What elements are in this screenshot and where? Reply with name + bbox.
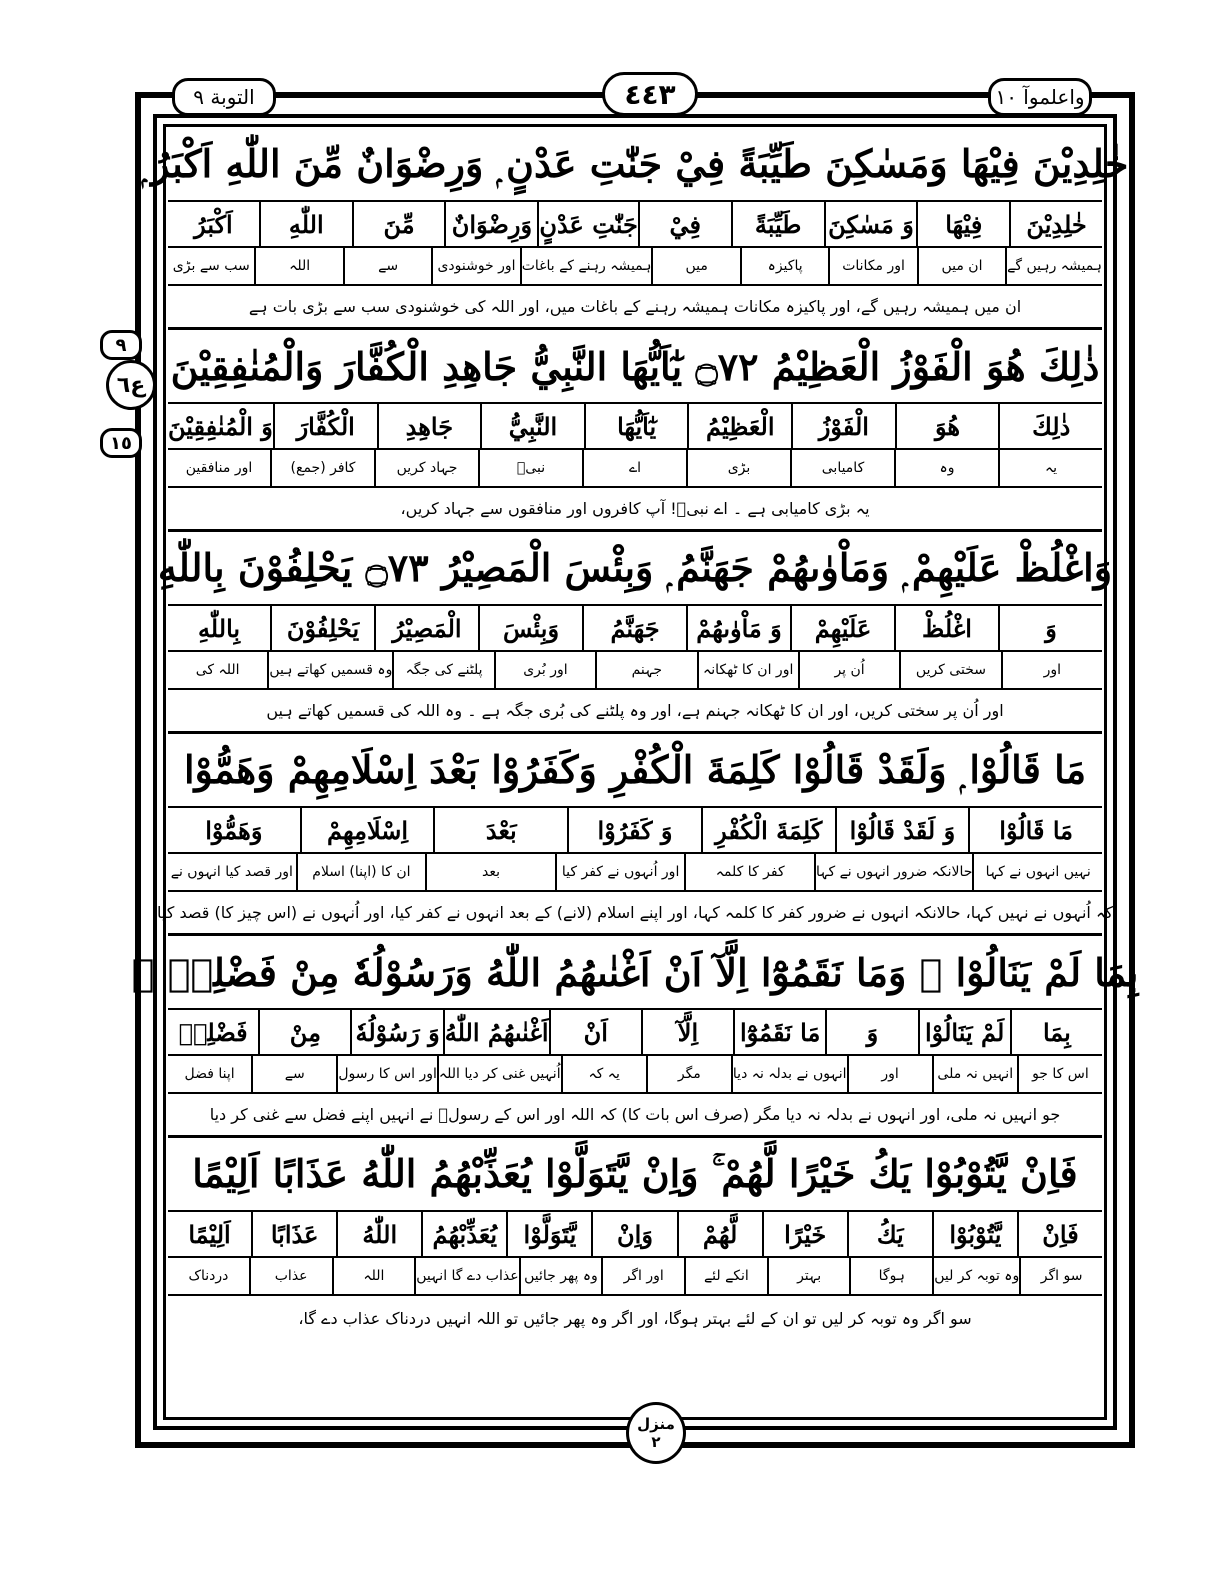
arabic-word-cell: يَّتَوَلَّوْا <box>506 1212 591 1256</box>
verse-block <box>141 128 1129 330</box>
arabic-word-cell: فِيْهَا <box>916 202 1009 246</box>
arabic-verse-line: مَا قَالُوْا ۭ وَلَقَدْ قَالُوْا كَلِمَةَ الْكُفْرِ وَكَفَرُوْا بَعْدَ اِسْلَامِهِمْ وَهَمُّوْا <box>168 734 1102 808</box>
arabic-verse-line: فَاِنْ يَّتُوْبُوْا يَكُ خَيْرًا لَّهُمْ ۚ وَاِنْ يَّتَوَلَّوْا يُعَذِّبْهُمُ اللّٰهُ عَذَابًا اَلِيْمًا <box>168 1138 1102 1212</box>
side-marker-bottom: ١٥ <box>100 428 142 458</box>
urdu-word-cell: بہتر <box>767 1258 850 1294</box>
verse-block <box>168 1138 1102 1340</box>
urdu-word-cell: پاکیزہ <box>740 248 828 284</box>
urdu-word-cell: پلٹنے کی جگہ <box>392 652 493 688</box>
arabic-word-cell: خٰلِدِيْنَ <box>1009 202 1102 246</box>
urdu-word-cell: دردناک <box>188 1268 229 1284</box>
urdu-word-cell: ان میں <box>917 248 1005 284</box>
arabic-word-cell: وَ الْمُنٰفِقِيْنَ <box>168 411 273 441</box>
arabic-word-cell: اِلَّآ <box>641 1010 733 1054</box>
arabic-word-cell: مَا نَقَمُوْٓا <box>733 1010 825 1054</box>
urdu-word-cell: بعد <box>425 854 555 890</box>
word-row <box>168 1010 1102 1056</box>
urdu-word-cell: سختی کریں <box>899 652 1000 688</box>
arabic-word-cell: وَبِئْسَ <box>478 606 582 650</box>
urdu-word-cell: وہ توبہ کر لیں <box>932 1258 1019 1294</box>
arabic-word-cell: يَّتُوْبُوْا <box>932 1212 1017 1256</box>
arabic-word-cell: وَ <box>825 1010 917 1054</box>
side-marker-top: ٩ <box>100 330 142 360</box>
arabic-word-cell: مِنْ <box>258 1010 350 1054</box>
word-row <box>168 1212 1102 1258</box>
word-row <box>168 808 1102 854</box>
arabic-word-cell: بِمَا <box>1010 1010 1102 1054</box>
arabic-verse-line: بِمَا لَمْ يَنَالُوْا ۚ وَمَا نَقَمُوْٓا اِلَّآ اَنْ اَغْنٰىهُمُ اللّٰهُ وَرَسُوْلُهٗ مِنْ فَضْلِهٖ ۚ <box>168 936 1102 1010</box>
urdu-word-cell: اور ان کا ٹھکانہ <box>697 652 798 688</box>
arabic-word-cell: كَلِمَةَ الْكُفْرِ <box>701 808 835 852</box>
urdu-word-cell: ہمیشہ رہنے کے باغات <box>520 248 652 284</box>
urdu-word-cell: اُنہیں غنی کر دیا اللہ <box>437 1056 561 1092</box>
word-translation-row <box>168 854 1102 892</box>
manzil-badge <box>626 1402 686 1464</box>
urdu-word-cell: اس کا جو <box>1017 1056 1102 1092</box>
urdu-word-cell: انہیں نہ ملی <box>932 1056 1017 1092</box>
urdu-word-cell: اور <box>1001 652 1102 688</box>
urdu-word-cell: انہوں نے بدلہ نہ دیا <box>731 1056 847 1092</box>
urdu-word-cell: اور اگر <box>601 1258 684 1294</box>
arabic-word-cell: ذٰلِكَ <box>998 404 1102 448</box>
urdu-word-cell: سو اگر <box>1019 1258 1102 1294</box>
page-number: ٤٤٣ <box>602 72 698 116</box>
arabic-word-cell: جَاهِدِ <box>377 404 481 448</box>
urdu-word-cell: اور منافقین <box>185 460 253 476</box>
arabic-word-cell: فَضْلِهٖ <box>178 1017 248 1047</box>
verse-block <box>157 532 1113 734</box>
verse-block <box>157 734 1113 936</box>
arabic-word-cell: هُوَ <box>895 404 999 448</box>
manzil-label: منزل <box>637 1415 675 1433</box>
urdu-word-cell: اور <box>847 1056 932 1092</box>
urdu-word-cell: اور بُری <box>494 652 595 688</box>
arabic-word-cell: لَّهُمْ <box>677 1212 762 1256</box>
word-row <box>168 202 1102 248</box>
arabic-word-cell: وَ كَفَرُوْا <box>567 808 701 852</box>
ruku-marker: ع٦ <box>106 360 156 410</box>
word-row <box>168 404 1102 450</box>
urdu-word-cell: ان کا (اپنا) اسلام <box>296 854 426 890</box>
urdu-word-cell: کافر (جمع) <box>270 450 374 486</box>
urdu-word-cell: اور مکانات <box>828 248 916 284</box>
arabic-word-cell: فَاِنْ <box>1017 1212 1102 1256</box>
arabic-word-cell: بِاللّٰهِ <box>197 613 241 643</box>
urdu-word-cell: اور اُنہوں نے کفر کیا <box>555 854 685 890</box>
urdu-word-cell: یہ کہ <box>561 1056 646 1092</box>
arabic-word-cell: الْمَصِيْرُ <box>374 606 478 650</box>
arabic-word-cell: الْعَظِيْمُ <box>687 404 791 448</box>
arabic-word-cell: اَغْنٰىهُمُ اللّٰهُ <box>443 1010 549 1054</box>
arabic-word-cell: اِسْلَامِهِمْ <box>300 808 434 852</box>
arabic-word-cell: اَكْبَرُ <box>194 209 233 239</box>
arabic-word-cell: جَهَنَّمُ <box>582 606 686 650</box>
urdu-word-cell: اور قصد کیا انہوں نے <box>170 864 293 880</box>
arabic-word-cell: جَنّٰتِ عَدْنٍ <box>537 202 638 246</box>
arabic-word-cell: يُعَذِّبْهُمُ <box>421 1212 506 1256</box>
urdu-word-cell: مگر <box>646 1056 731 1092</box>
arabic-word-cell: وَهَمُّوْا <box>205 815 263 845</box>
arabic-word-cell: الْكُفَّارَ <box>273 404 377 448</box>
urdu-word-cell: بڑی <box>686 450 790 486</box>
urdu-word-cell: نبیؐ <box>478 450 582 486</box>
arabic-word-cell: النَّبِيُّ <box>480 404 584 448</box>
urdu-word-cell: میں <box>651 248 739 284</box>
arabic-word-cell: اللّٰهُ <box>336 1212 421 1256</box>
word-translation-row <box>168 1056 1102 1094</box>
surah-name-label: التوبة ٩ <box>172 78 276 116</box>
manzil-number: ٢ <box>651 1433 661 1451</box>
urdu-word-cell: سے <box>343 248 431 284</box>
arabic-word-cell: وَاِنْ <box>591 1212 676 1256</box>
urdu-word-cell: ہمیشہ رہیں گے <box>1005 248 1102 284</box>
arabic-word-cell: طَيِّبَةً <box>731 202 824 246</box>
urdu-word-cell: اللہ <box>332 1258 415 1294</box>
arabic-word-cell: يٰٓاَيُّهَا <box>584 404 688 448</box>
word-translation-row <box>168 1258 1102 1296</box>
arabic-verse-line: وَاغْلُظْ عَلَيْهِمْ ۭ وَمَاْوٰىهُمْ جَهَنَّمُ ۭ وَبِئْسَ الْمَصِيْرُ ۝٧٣ يَحْلِفُوْنَ بِاللّٰهِ <box>168 532 1102 606</box>
arabic-word-cell: مَا قَالُوْا <box>968 808 1102 852</box>
urdu-word-cell: اللہ <box>254 248 342 284</box>
urdu-word-cell: وہ <box>894 450 998 486</box>
arabic-word-cell: اغْلُظْ <box>894 606 998 650</box>
urdu-word-cell: جہنم <box>595 652 696 688</box>
arabic-word-cell: لَمْ يَنَالُوْا <box>918 1010 1010 1054</box>
urdu-word-cell: وہ قسمیں کھاتے ہیں <box>267 652 392 688</box>
urdu-word-cell: اپنا فضل <box>184 1066 235 1082</box>
arabic-word-cell: اللّٰهِ <box>259 202 352 246</box>
urdu-word-cell: سب سے بڑی <box>172 258 250 274</box>
urdu-word-cell: اللہ کی <box>195 662 240 678</box>
arabic-word-cell: خَيْرًا <box>762 1212 847 1256</box>
arabic-word-cell: يَحْلِفُوْنَ <box>270 606 374 650</box>
word-translation-row <box>168 248 1102 286</box>
arabic-word-cell: يَكُ <box>847 1212 932 1256</box>
arabic-verse-line: ذٰلِكَ هُوَ الْفَوْزُ الْعَظِيْمُ ۝٧٢ يٰٓاَيُّهَا النَّبِيُّ جَاهِدِ الْكُفَّارَ وَالْمُنٰفِقِيْنَ <box>168 330 1102 404</box>
verse-block <box>168 330 1102 532</box>
urdu-word-cell: حالانکہ ضرور انہوں نے کہا <box>814 854 972 890</box>
urdu-word-cell: یہ <box>998 450 1102 486</box>
full-translation-line: یہ بڑی کامیابی ہے ۔ اے نبیؐ! آپ کافروں اور منافقوں سے جہاد کریں، <box>168 488 1102 532</box>
arabic-verse-line: خٰلِدِيْنَ فِيْهَا وَمَسٰكِنَ طَيِّبَةً فِيْ جَنّٰتِ عَدْنٍ ۭ وَرِضْوَانٌ مِّنَ اللّٰهِ اَكْبَرُ ۭ <box>168 128 1102 202</box>
word-translation-row <box>168 450 1102 488</box>
urdu-word-cell: جہاد کریں <box>374 450 478 486</box>
arabic-word-cell: اَلِيْمًا <box>188 1219 231 1249</box>
full-translation-line: ان میں ہمیشہ رہیں گے، اور پاکیزہ مکانات ہمیشہ رہنے کے باغات میں، اور اللہ کی خوشنودی سب سے بڑی بات ہے <box>168 286 1102 330</box>
arabic-word-cell: عَذَابًا <box>251 1212 336 1256</box>
arabic-word-cell: وَ مَسٰكِنَ <box>824 202 917 246</box>
word-translation-row <box>168 652 1102 690</box>
urdu-word-cell: اُن پر <box>798 652 899 688</box>
urdu-word-cell: عذاب دے گا انہیں <box>414 1258 518 1294</box>
urdu-word-cell: کامیابی <box>790 450 894 486</box>
arabic-word-cell: مِّنَ <box>352 202 445 246</box>
urdu-word-cell: انکے لئے <box>684 1258 767 1294</box>
juz-name-label: واعلموآ ١٠ <box>988 78 1092 116</box>
arabic-word-cell: وَ مَاْوٰىهُمْ <box>686 606 790 650</box>
full-translation-line: سو اگر وہ توبہ کر لیں تو ان کے لئے بہتر ہوگا، اور اگر وہ پھر جائیں تو اللہ انہیں دردناک عذاب دے گا، <box>298 1308 972 1328</box>
urdu-word-cell: وہ پھر جائیں <box>519 1258 602 1294</box>
arabic-word-cell: اَنْ <box>549 1010 641 1054</box>
full-translation-line: جو انہیں نہ ملی، اور انہوں نے بدلہ نہ دیا مگر (صرف اس بات کا) کہ اللہ اور اس کے رسولؐ نے انہیں اپنے فضل سے غنی کر دیا <box>168 1094 1102 1138</box>
urdu-word-cell: سے <box>251 1056 336 1092</box>
word-row <box>168 606 1102 652</box>
arabic-word-cell: الْفَوْزُ <box>791 404 895 448</box>
arabic-word-cell: وَ <box>998 606 1102 650</box>
full-translation-line: اور اُن پر سختی کریں، اور ان کا ٹھکانہ جہنم ہے، اور وہ پلٹنے کی بُری جگہ ہے ۔ وہ اللہ کی قسمیں کھاتے ہیں <box>168 690 1102 734</box>
arabic-word-cell: وَ لَقَدْ قَالُوْا <box>835 808 969 852</box>
verse-block <box>131 936 1139 1138</box>
urdu-word-cell: کفر کا کلمہ <box>684 854 814 890</box>
arabic-word-cell: وَرِضْوَانٌ <box>444 202 537 246</box>
urdu-word-cell: ہوگا <box>849 1258 932 1294</box>
urdu-word-cell: نہیں انہوں نے کہا <box>972 854 1102 890</box>
urdu-word-cell: اور خوشنودی <box>431 248 519 284</box>
urdu-word-cell: اور اس کا رسول <box>336 1056 437 1092</box>
arabic-word-cell: بَعْدَ <box>433 808 567 852</box>
arabic-word-cell: عَلَيْهِمْ <box>790 606 894 650</box>
urdu-word-cell: اے <box>582 450 686 486</box>
arabic-word-cell: وَ رَسُوْلُهٗ <box>350 1010 442 1054</box>
urdu-word-cell: عذاب <box>249 1258 332 1294</box>
arabic-word-cell: فِيْ <box>638 202 731 246</box>
full-translation-line: کہ اُنہوں نے نہیں کہا، حالانکہ انہوں نے ضرور کفر کا کلمہ کہا، اور اپنے اسلام (لانے) کے بعد انہوں نے کفر کیا، اور اُنہوں نے (اس چیز کا) قصد کیا <box>168 892 1102 936</box>
header-dot <box>724 92 730 98</box>
